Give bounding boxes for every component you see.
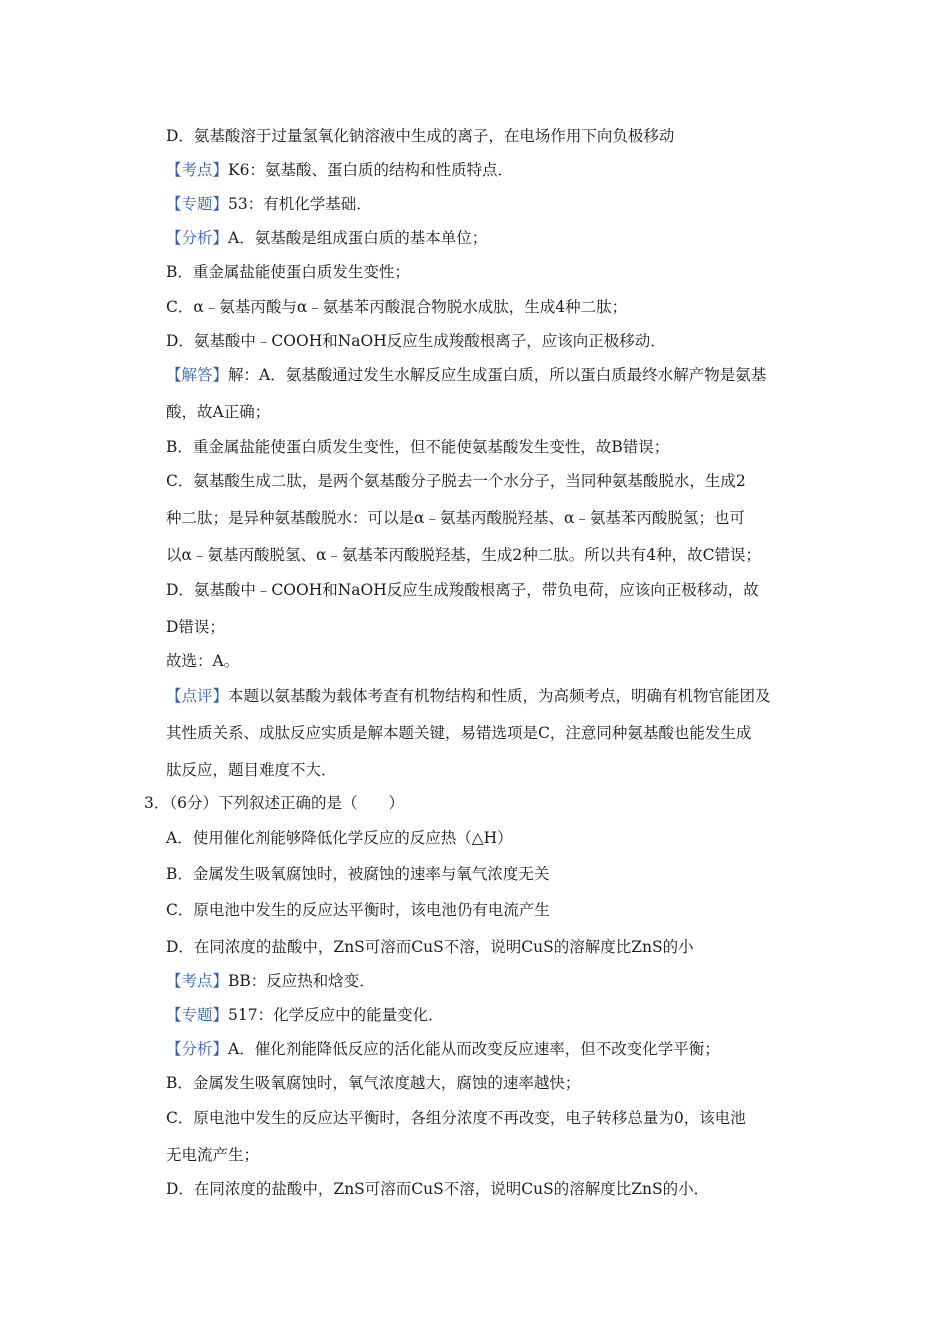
q3-fenxi-d: D．在同浓度的盐酸中，ZnS可溶而CuS不溶，说明CuS的溶解度比ZnS的小．	[166, 1180, 710, 1198]
q2-dianping-1	[166, 686, 771, 706]
q2-jieda-c1: C．氨基酸生成二肽，是两个氨基酸分子脱去一个水分子，当同种氨基酸脱水，生成2	[166, 472, 746, 490]
zhuanti-tag: 【专题】	[166, 195, 229, 213]
q3-fenxi-a	[166, 1039, 720, 1059]
q2-jieda-c2: 种二肽；是异种氨基酸脱水：可以是α﹣氨基丙酸脱羟基、α﹣氨基苯丙酸脱氢；也可	[166, 509, 745, 527]
zhuanti-tag: 【专题】	[166, 1006, 229, 1024]
kaodian-tag: 【考点】	[166, 161, 229, 179]
kaodian-text: BB：反应热和焓变．	[228, 972, 375, 990]
q3-zhuanti	[166, 1005, 444, 1025]
fenxi-a-text: A．催化剂能降低反应的活化能从而改变反应速率，但不改变化学平衡；	[228, 1040, 720, 1058]
q2-fenxi-a	[166, 228, 487, 248]
q2-jieda-d2: D错误；	[166, 618, 225, 636]
dianping-1-text: 本题以氨基酸为载体考查有机物结构和性质，为高频考点，明确有机物官能团及	[228, 687, 771, 705]
zhuanti-text: 53：有机化学基础．	[228, 195, 372, 213]
q2-dianping-3: 肽反应，题目难度不大．	[166, 761, 337, 779]
q2-zhuanti	[166, 194, 372, 214]
q3-option-a: A．使用催化剂能够降低化学反应的反应热（△H）	[166, 829, 513, 847]
q2-fenxi-d: D．氨基酸中﹣COOH和NaOH反应生成羧酸根离子，应该向正极移动．	[166, 332, 666, 350]
q3-fenxi-b: B．金属发生吸氧腐蚀时，氧气浓度越大，腐蚀的速率越快；	[166, 1074, 581, 1092]
q3-option-b: B．金属发生吸氧腐蚀时，被腐蚀的速率与氧气浓度无关	[166, 865, 550, 883]
kaodian-text: K6：氨基酸、蛋白质的结构和性质特点．	[228, 161, 513, 179]
q2-fenxi-c: C．α﹣氨基丙酸与α﹣氨基苯丙酸混合物脱水成肽，生成4种二肽；	[166, 298, 628, 316]
q3-fenxi-c2: 无电流产生；	[166, 1146, 260, 1164]
q3-stem: 3．（6分）下列叙述正确的是（ ）	[144, 794, 404, 812]
q2-jieda-d1: D．氨基酸中﹣COOH和NaOH反应生成羧酸根离子，带负电荷，应该向正极移动，故	[166, 581, 759, 599]
zhuanti-text: 517：化学反应中的能量变化．	[228, 1006, 444, 1024]
jieda-tag: 【解答】	[166, 366, 229, 384]
q2-jieda-a1	[166, 365, 766, 385]
q3-kaodian	[166, 971, 375, 991]
kaodian-tag: 【考点】	[166, 972, 229, 990]
q2-option-d: D．氨基酸溶于过量氢氧化钠溶液中生成的离子，在电场作用下向负极移动	[166, 127, 675, 145]
q3-fenxi-c1: C．原电池中发生的反应达平衡时，各组分浓度不再改变，电子转移总量为0，该电池	[166, 1109, 746, 1127]
fenxi-a-text: A．氨基酸是组成蛋白质的基本单位；	[228, 229, 488, 247]
fenxi-tag: 【分析】	[166, 229, 229, 247]
q2-jieda-a2: 酸，故A正确；	[166, 403, 271, 421]
q3-option-d: D．在同浓度的盐酸中，ZnS可溶而CuS不溶，说明CuS的溶解度比ZnS的小	[166, 938, 694, 956]
q3-option-c: C．原电池中发生的反应达平衡时，该电池仍有电流产生	[166, 901, 550, 919]
q2-jieda-choice: 故选：A。	[166, 652, 240, 670]
q2-dianping-2: 其性质关系、成肽反应实质是解本题关键，易错选项是C，注意同种氨基酸也能发生成	[166, 724, 752, 742]
dianping-tag: 【点评】	[166, 687, 229, 705]
q2-jieda-c3: 以α﹣氨基丙酸脱氢、α﹣氨基苯丙酸脱羟基，生成2种二肽。所以共有4种，故C错误；	[166, 546, 762, 564]
q2-fenxi-b: B．重金属盐能使蛋白质发生变性；	[166, 263, 410, 281]
q2-kaodian	[166, 160, 513, 180]
fenxi-tag: 【分析】	[166, 1040, 229, 1058]
jieda-a1-text: 解：A．氨基酸通过发生水解反应生成蛋白质，所以蛋白质最终水解产物是氨基	[228, 366, 767, 384]
q2-jieda-b: B．重金属盐能使蛋白质发生变性，但不能使氨基酸发生变性，故B错误；	[166, 438, 670, 456]
